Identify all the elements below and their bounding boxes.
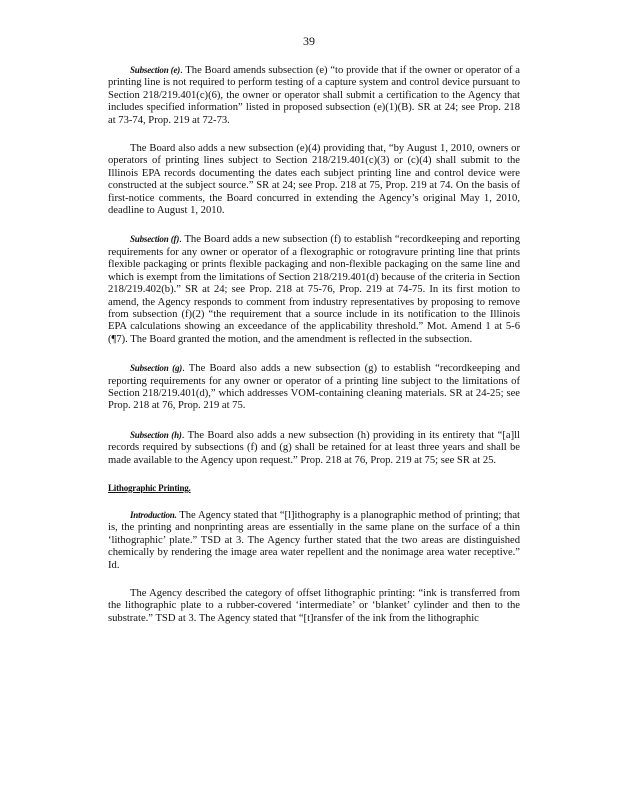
paragraph-text: The Agency described the category of offset lithographic printing: “ink is transferred from the lithographic plate to a rubber-covered ‘intermediate’ or ‘blanket’ cylinder and then to the substrate.” TSD at 3. The Agency stated that “[t]ransfer of the ink from the lithographic	[108, 588, 520, 624]
paragraph-introduction	[108, 509, 520, 572]
paragraph-text: The Board also adds a new subsection (e)(4) providing that, “by August 1, 2010, owners or operators of printing lines subject to Section 218/219.401(c)(3) or (c)(4) shall submit to the Illinois EPA records documenting the dates each subject printing line and control device were constructed at the subject source.” SR at 24; see Prop. 218 at 75, Prop. 219 at 74. On the basis of first-notice comments, the Board concurred in extending the Agency’s original May 1, 2010, deadline to August 1, 2010.	[108, 143, 520, 217]
subsection-lead: Subsection (f)	[130, 234, 180, 245]
paragraph-text: The Agency stated that “[l]ithography is a planographic method of printing; that is, the printing and nonprinting areas are essentially in the same plane on the surface of a thin ‘lithographic’ plate.” TSD at 3. The Agency further stated that the two areas are distinguished chemically by rendering the image area water repellent and the nonimage area water receptive.” Id.	[108, 509, 521, 571]
subsection-lead: Subsection (g)	[130, 363, 183, 374]
document-body	[108, 64, 520, 641]
paragraph-offset-lithographic	[108, 588, 520, 625]
paragraph-text: . The Board amends subsection (e) “to provide that if the owner or operator of a printing line is not required to perform testing of a capture system and control device pursuant to Section 218/219.401(c)(6), the owner or operator shall submit a certification to the Agency that includes specified information” listed in proposed subsection (e)(1)(B). SR at 24; see Prop. 218 at 73-74, Prop. 219 at 72-73.	[108, 65, 520, 126]
paragraph-subsection-e4	[108, 143, 520, 217]
paragraph-subsection-h	[108, 429, 520, 467]
page-number: 39	[303, 34, 315, 48]
subsection-lead: Subsection (h)	[130, 429, 182, 440]
paragraph-subsection-f	[108, 233, 520, 346]
section-heading: Lithographic Printing.	[108, 482, 191, 493]
paragraph-subsection-e	[108, 64, 520, 127]
subsection-lead: Introduction.	[130, 509, 177, 520]
subsection-lead: Subsection (e)	[130, 65, 181, 75]
paragraph-text: . The Board adds a new subsection (f) to establish “recordkeeping and reporting requirements for any owner or operator of a flexographic or rotogravure printing line that prints flexible packaging or prints flexible packaging and non-flexible packaging on the same line and which is exempt from the limitations of Section 218/219.401(d) because of the criteria in Section 218/219.402(b).” SR at 24; see Prop. 218 at 75-76, Prop. 219 at 74-75. In its first motion to amend, the Agency responds to comment from industry representatives by proposing to remove from subsection (f)(2) “the requirement that a source include in its notification to the Illinois EPA calculations showing an exceedance of the applicability threshold.” Mot. Amend 1 at 5-6 (¶7). The Board granted the motion, and the amendment is reflected in the subsection.	[108, 234, 520, 345]
paragraph-text: . The Board also adds a new subsection (g) to establish “recordkeeping and reporting requirements for any owner or operator of a printing line subject to the limitations of Section 218/219.401(d),” which addresses VOM-containing cleaning materials. SR at 24-25; see Prop. 218 at 76, Prop. 219 at 75.	[108, 363, 520, 412]
paragraph-text: . The Board also adds a new subsection (h) providing in its entirety that “[a]ll records required by subsections (f) and (g) shall be retained for at least three years and shall be made available to the Agency upon request.” Prop. 218 at 76, Prop. 219 at 75; see SR at 25.	[108, 429, 520, 466]
paragraph-subsection-g	[108, 362, 520, 413]
